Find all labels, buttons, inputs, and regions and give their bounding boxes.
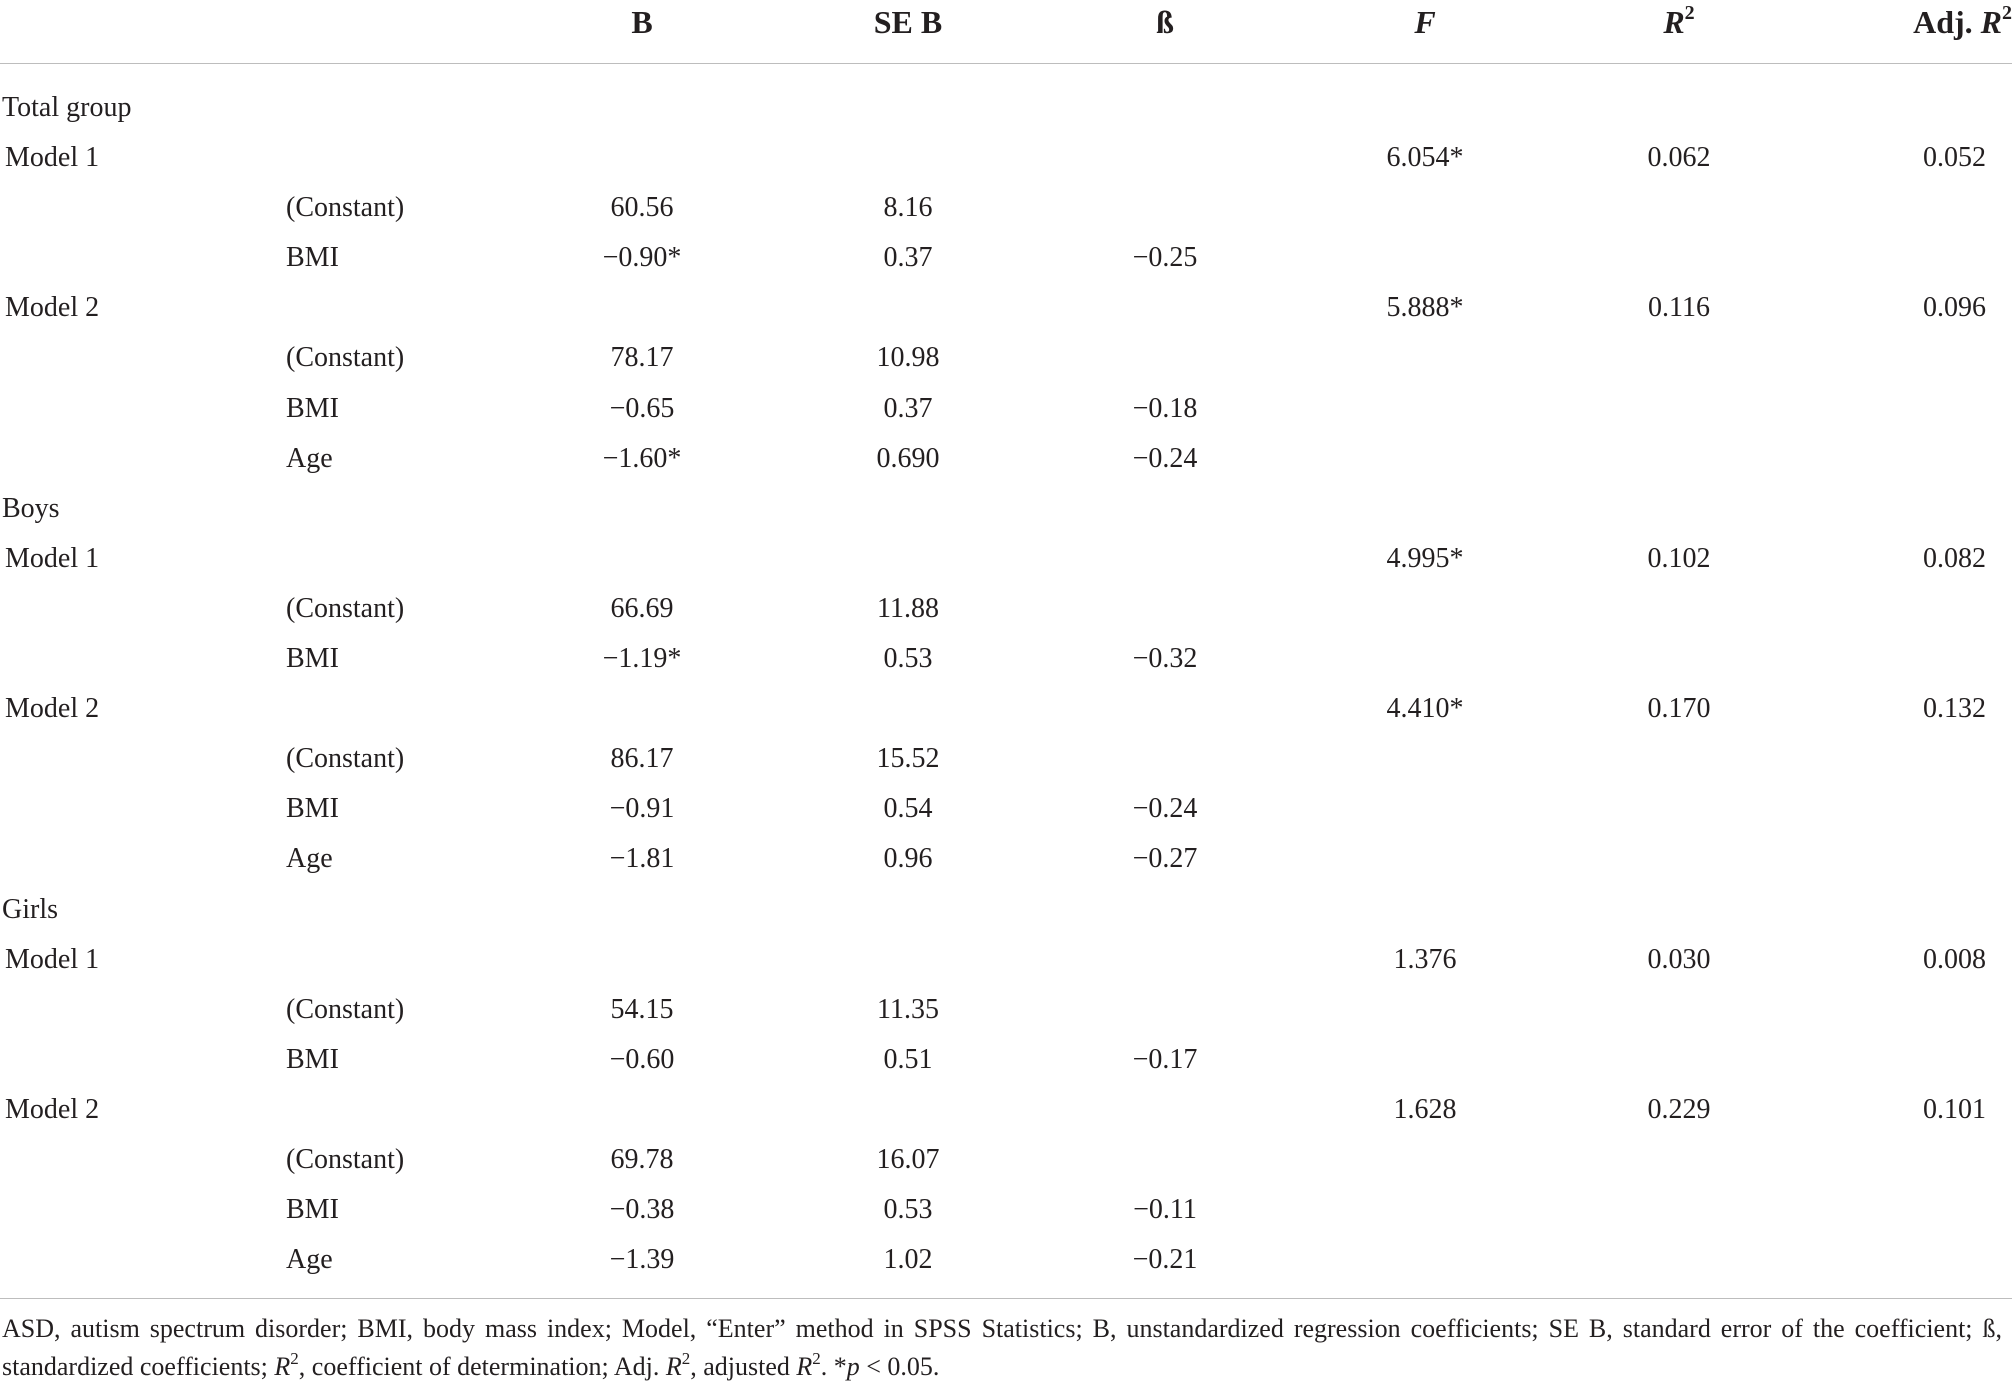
beta-value: −0.27 — [1132, 843, 1198, 875]
beta-value: −0.18 — [1132, 392, 1198, 424]
variable-label: (Constant) — [286, 342, 405, 374]
b-value: 69.78 — [610, 1143, 674, 1175]
beta-value: −0.17 — [1132, 1043, 1198, 1075]
beta-value: −0.21 — [1132, 1244, 1198, 1276]
header-r-label: R — [1663, 4, 1685, 40]
table-row — [0, 689, 2012, 739]
table-row — [0, 890, 2012, 940]
variable-label: Age — [286, 1244, 333, 1276]
variable-label: BMI — [286, 1194, 339, 1226]
header-r-exponent: 2 — [1684, 2, 1695, 24]
se-b-value: 8.16 — [883, 192, 933, 224]
variable-label: BMI — [286, 1043, 339, 1075]
model-label: Model 1 — [5, 142, 100, 174]
variable-label: BMI — [286, 793, 339, 825]
adj-r-squared-value: 0.082 — [1923, 542, 1986, 574]
b-value: −1.81 — [609, 843, 675, 875]
header-adj-r-exponent: 2 — [2002, 2, 2012, 24]
variable-label: (Constant) — [286, 743, 405, 775]
table-row — [0, 589, 2012, 639]
b-value: −1.60* — [602, 442, 682, 474]
r-squared-value: 0.102 — [1647, 542, 1711, 574]
table-row — [0, 1190, 2012, 1240]
header-rule — [0, 63, 2012, 64]
se-b-value: 0.53 — [883, 643, 933, 675]
footnote-r-1: R — [274, 1352, 291, 1381]
se-b-value: 0.54 — [883, 793, 933, 825]
b-value: −0.65 — [609, 392, 675, 424]
header-f — [1325, 0, 1525, 44]
footnote-part4: . * — [820, 1352, 847, 1381]
group-label: Girls — [2, 893, 58, 925]
se-b-value: 1.02 — [883, 1244, 933, 1276]
footnote-part3: , adjusted — [690, 1352, 797, 1381]
adj-r-squared-value: 0.101 — [1923, 1093, 1986, 1125]
table-footnote — [2, 1310, 2002, 1386]
b-value: −0.90* — [602, 242, 682, 274]
table-row — [0, 739, 2012, 789]
f-value: 1.628 — [1393, 1093, 1457, 1125]
table-row — [0, 1040, 2012, 1090]
footnote-sup-3: 2 — [812, 1349, 821, 1368]
variable-label: Age — [286, 442, 333, 474]
f-value: 4.410* — [1386, 693, 1464, 725]
table-row — [0, 839, 2012, 889]
footnote-part1: ASD, autism spectrum disorder; BMI, body mass index; Model, “Enter” method in SPSS Statistics; B, unstandardized regression coefficients; SE B, standard error of the coefficient; ß, standardized coefficients; — [2, 1314, 2002, 1381]
table-row — [0, 539, 2012, 589]
b-value: −0.91 — [609, 793, 675, 825]
b-value: 66.69 — [610, 592, 674, 624]
table-row — [0, 338, 2012, 388]
table-row — [0, 439, 2012, 489]
model-label: Model 2 — [5, 292, 100, 324]
r-squared-value: 0.116 — [1648, 292, 1710, 324]
adj-r-squared-value: 0.096 — [1923, 292, 1986, 324]
se-b-value: 11.35 — [877, 993, 939, 1025]
header-adj-r-squared — [1800, 0, 2012, 44]
footnote-r-2: R — [665, 1352, 682, 1381]
table-row — [0, 188, 2012, 238]
group-label: Boys — [2, 492, 60, 524]
se-b-value: 0.96 — [883, 843, 933, 875]
f-value: 5.888* — [1386, 292, 1464, 324]
header-adj-r-label: R — [1980, 4, 2002, 40]
header-b: B — [631, 4, 653, 40]
table-row — [0, 639, 2012, 689]
table-row — [0, 138, 2012, 188]
table-header — [0, 0, 2012, 62]
b-value: 54.15 — [610, 993, 674, 1025]
beta-value: −0.24 — [1132, 793, 1198, 825]
model-label: Model 1 — [5, 542, 100, 574]
adj-r-squared-value: 0.008 — [1923, 943, 1986, 975]
footnote-p: p — [846, 1352, 860, 1381]
b-value: −0.60 — [609, 1043, 675, 1075]
variable-label: Age — [286, 843, 333, 875]
se-b-value: 16.07 — [876, 1143, 940, 1175]
group-label: Total group — [2, 92, 132, 123]
model-label: Model 2 — [5, 693, 100, 725]
footnote-sup-1: 2 — [290, 1349, 299, 1368]
header-f-label: F — [1414, 4, 1436, 40]
b-value: 86.17 — [610, 743, 674, 775]
table-body — [0, 88, 2012, 1290]
r-squared-value: 0.062 — [1647, 142, 1711, 174]
table-row — [0, 1240, 2012, 1290]
table-row — [0, 789, 2012, 839]
variable-label: BMI — [286, 392, 339, 424]
se-b-value: 0.53 — [883, 1194, 933, 1226]
table-bottom-rule — [0, 1298, 2012, 1299]
footnote-part2: , coefficient of determination; Adj. — [298, 1352, 666, 1381]
variable-label: (Constant) — [286, 1143, 405, 1175]
table-row — [0, 389, 2012, 439]
r-squared-value: 0.030 — [1647, 943, 1711, 975]
table-row — [0, 288, 2012, 338]
b-value: 60.56 — [610, 192, 674, 224]
model-label: Model 1 — [5, 943, 100, 975]
table-row — [0, 238, 2012, 288]
se-b-value: 0.51 — [883, 1043, 933, 1075]
se-b-value: 11.88 — [877, 592, 939, 624]
se-b-value: 15.52 — [876, 743, 940, 775]
variable-label: BMI — [286, 643, 339, 675]
r-squared-value: 0.229 — [1647, 1093, 1711, 1125]
r-squared-value: 0.170 — [1647, 693, 1711, 725]
beta-value: −0.32 — [1132, 643, 1198, 675]
footnote-sup-2: 2 — [681, 1349, 691, 1368]
se-b-value: 0.37 — [883, 392, 933, 424]
footnote-part5: < 0.05. — [859, 1352, 940, 1381]
variable-label: (Constant) — [286, 592, 405, 624]
adj-r-squared-value: 0.052 — [1923, 142, 1986, 174]
model-label: Model 2 — [5, 1093, 100, 1125]
table-row — [0, 1090, 2012, 1140]
variable-label: (Constant) — [286, 993, 405, 1025]
se-b-value: 10.98 — [876, 342, 940, 374]
beta-value: −0.25 — [1132, 242, 1198, 274]
f-value: 4.995* — [1386, 542, 1464, 574]
se-b-value: 0.37 — [883, 242, 933, 274]
header-se-b: SE B — [873, 4, 943, 40]
table-row — [0, 88, 2012, 138]
header-adj-prefix: Adj. — [1913, 4, 1981, 40]
header-r-squared — [1579, 0, 1779, 44]
b-value: −1.19* — [602, 643, 682, 675]
f-value: 6.054* — [1386, 142, 1464, 174]
beta-value: −0.11 — [1133, 1194, 1197, 1226]
b-value: 78.17 — [610, 342, 674, 374]
header-beta: ß — [1156, 4, 1174, 40]
table-row — [0, 990, 2012, 1040]
table-row — [0, 489, 2012, 539]
b-value: −0.38 — [609, 1194, 675, 1226]
f-value: 1.376 — [1393, 943, 1457, 975]
adj-r-squared-value: 0.132 — [1923, 693, 1986, 725]
variable-label: BMI — [286, 242, 339, 274]
beta-value: −0.24 — [1132, 442, 1198, 474]
table-row — [0, 1140, 2012, 1190]
footnote-r-3: R — [796, 1352, 813, 1381]
variable-label: (Constant) — [286, 192, 405, 224]
table-row — [0, 940, 2012, 990]
b-value: −1.39 — [609, 1244, 675, 1276]
se-b-value: 0.690 — [876, 442, 940, 474]
